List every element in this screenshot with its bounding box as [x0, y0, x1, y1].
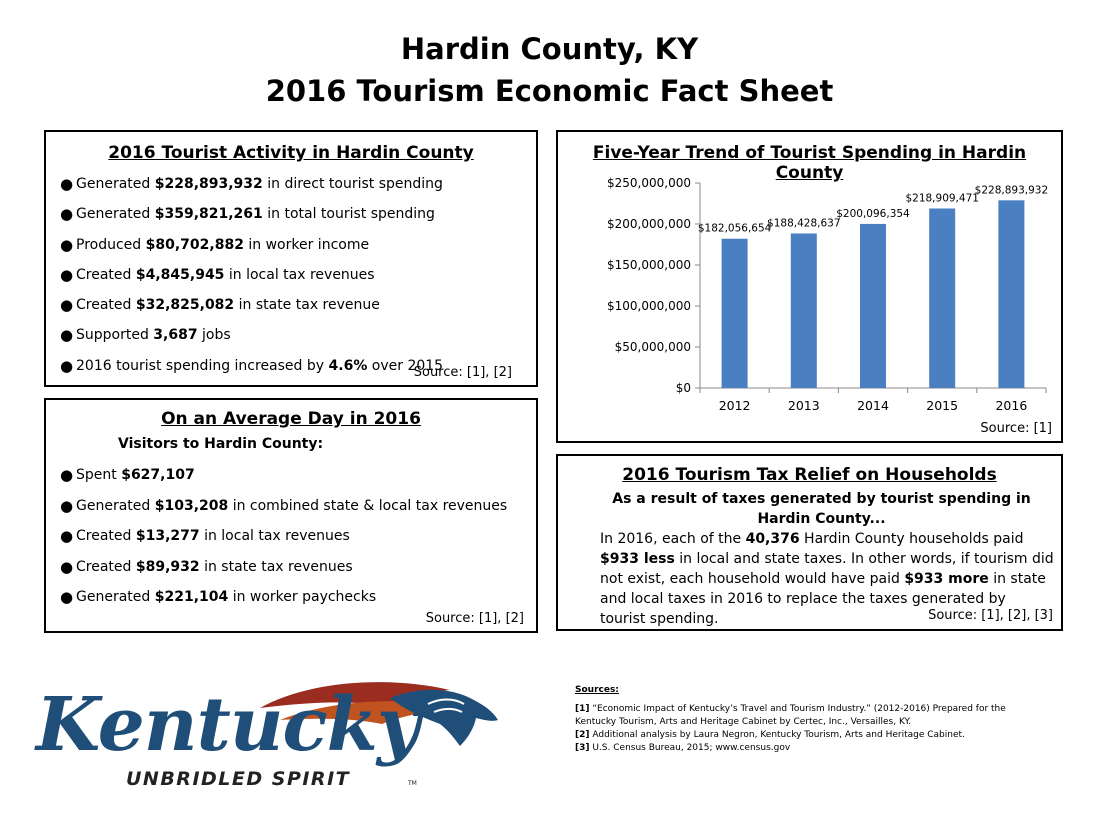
bullet-icon: ● [60, 296, 74, 315]
fact-item: ● Created $4,845,945 in local tax revenues [46, 260, 536, 290]
tax-relief-intro-line1: As a result of taxes generated by tourist spending in [612, 491, 1031, 507]
bar-2012 [722, 239, 748, 388]
fact-item: ● Generated $221,104 in worker paychecks [46, 582, 536, 613]
tax-relief-text: In 2016, each of the 40,376 Hardin County households paid $933 less in local and state taxes. In other words, if tourism did not exist, each household would have paid $933 more in state and local taxes in 2016 to replace the taxes generated by tourist spending. [600, 531, 1054, 627]
fact-item: ● Produced $80,702,882 in worker income [46, 230, 536, 260]
x-tick-label-2016: 2016 [995, 398, 1028, 413]
spending-bar-chart [558, 168, 1058, 430]
bar-2013 [791, 233, 817, 388]
source-note: Source: [1] [980, 421, 1052, 436]
data-label-2012: $182,056,654 [697, 222, 772, 235]
x-tick-label-2015: 2015 [926, 398, 959, 413]
y-tick-label: $150,000,000 [607, 258, 691, 272]
fact-item: ● Generated $228,893,932 in direct tourist spending [46, 169, 536, 199]
source-note: Source: [1], [2] [413, 365, 512, 380]
bullet-icon: ● [60, 356, 74, 375]
average-day-title: On an Average Day in 2016 [161, 409, 421, 429]
bullet-icon: ● [60, 235, 74, 254]
x-tick-label-2012: 2012 [718, 398, 751, 413]
fact-item: ● Spent $627,107 [46, 460, 536, 491]
data-label-2015: $218,909,471 [905, 192, 979, 205]
bar-2015 [929, 208, 955, 388]
bullet-icon: ● [60, 588, 74, 606]
tourist-activity-title: 2016 Tourist Activity in Hardin County [108, 143, 474, 163]
source-item: [1] “Economic Impact of Kentucky’s Travel and Tourism Industry.” (2012-2016) Prepared for the Kentucky Tourism, Arts and Heritage Cabinet by Certec, Inc., Versailles, KY. [575, 704, 1006, 727]
sources-heading: Sources: [575, 685, 619, 695]
fact-item: ● Created $89,932 in state tax revenues [46, 552, 536, 583]
fact-item: ● Generated $103,208 in combined state & local tax revenues [46, 491, 536, 522]
tax-relief-title: 2016 Tourism Tax Relief on Households [622, 465, 997, 485]
fact-item: ● Created $32,825,082 in state tax revenue [46, 290, 536, 320]
chart-box [556, 130, 1063, 443]
kentucky-tagline: UNBRIDLED SPIRIT [126, 768, 351, 790]
y-tick-label: $100,000,000 [607, 299, 691, 313]
fact-item: ● Generated $359,821,261 in total tourist spending [46, 199, 536, 229]
average-day-list [46, 460, 536, 613]
data-label-2016: $228,893,932 [974, 184, 1049, 197]
average-day-subtitle: Visitors to Hardin County: [118, 436, 324, 452]
bar-2014 [860, 224, 886, 388]
bar-2016 [998, 200, 1024, 388]
bullet-icon: ● [60, 205, 74, 224]
page-title-line1: Hardin County, KY [400, 32, 699, 66]
y-tick-label: $50,000,000 [614, 340, 691, 354]
tourist-activity-box [44, 130, 538, 387]
tax-relief-box [556, 454, 1063, 631]
fact-item: ● 2016 tourist spending increased by 4.6% over 2015 [46, 351, 536, 381]
chart-title: Five-Year Trend of Tourist Spending in Hardin County [592, 143, 1027, 183]
x-tick-label-2013: 2013 [787, 398, 820, 413]
source-item: [2] Additional analysis by Laura Negron, Kentucky Tourism, Arts and Heritage Cabinet. [575, 730, 965, 740]
bullet-icon: ● [60, 557, 74, 576]
fact-item: ● Created $13,277 in local tax revenues [46, 521, 536, 552]
page-title-line2: 2016 Tourism Economic Fact Sheet [265, 74, 834, 108]
data-label-2014: $200,096,354 [836, 207, 910, 220]
source-note: Source: [1], [2] [425, 611, 524, 626]
bullet-icon: ● [60, 326, 74, 345]
source-note: Source: [1], [2], [3] [928, 608, 1053, 623]
bullet-icon: ● [60, 175, 74, 193]
source-item: [3] U.S. Census Bureau, 2015; www.census.gov [575, 743, 791, 753]
tax-relief-intro-line2: Hardin County... [757, 511, 886, 527]
bullet-icon: ● [60, 265, 74, 284]
kentucky-logo [30, 668, 510, 798]
kentucky-wordmark: Kentucky [36, 682, 419, 768]
average-day-box [44, 398, 538, 633]
bullet-icon: ● [60, 466, 74, 484]
y-tick-label: $250,000,000 [607, 176, 691, 190]
bullet-icon: ● [60, 496, 74, 515]
fact-item: ● Supported 3,687 jobs [46, 320, 536, 350]
y-tick-label: $200,000,000 [607, 217, 691, 231]
sources-section [575, 684, 1045, 755]
tax-relief-intro [558, 489, 1061, 529]
trademark-mark: TM [408, 780, 417, 787]
x-tick-label-2014: 2014 [857, 398, 889, 413]
tourist-activity-list [46, 169, 536, 381]
y-tick-label: $0 [675, 381, 691, 395]
data-label-2013: $188,428,637 [767, 217, 841, 230]
bullet-icon: ● [60, 527, 74, 545]
